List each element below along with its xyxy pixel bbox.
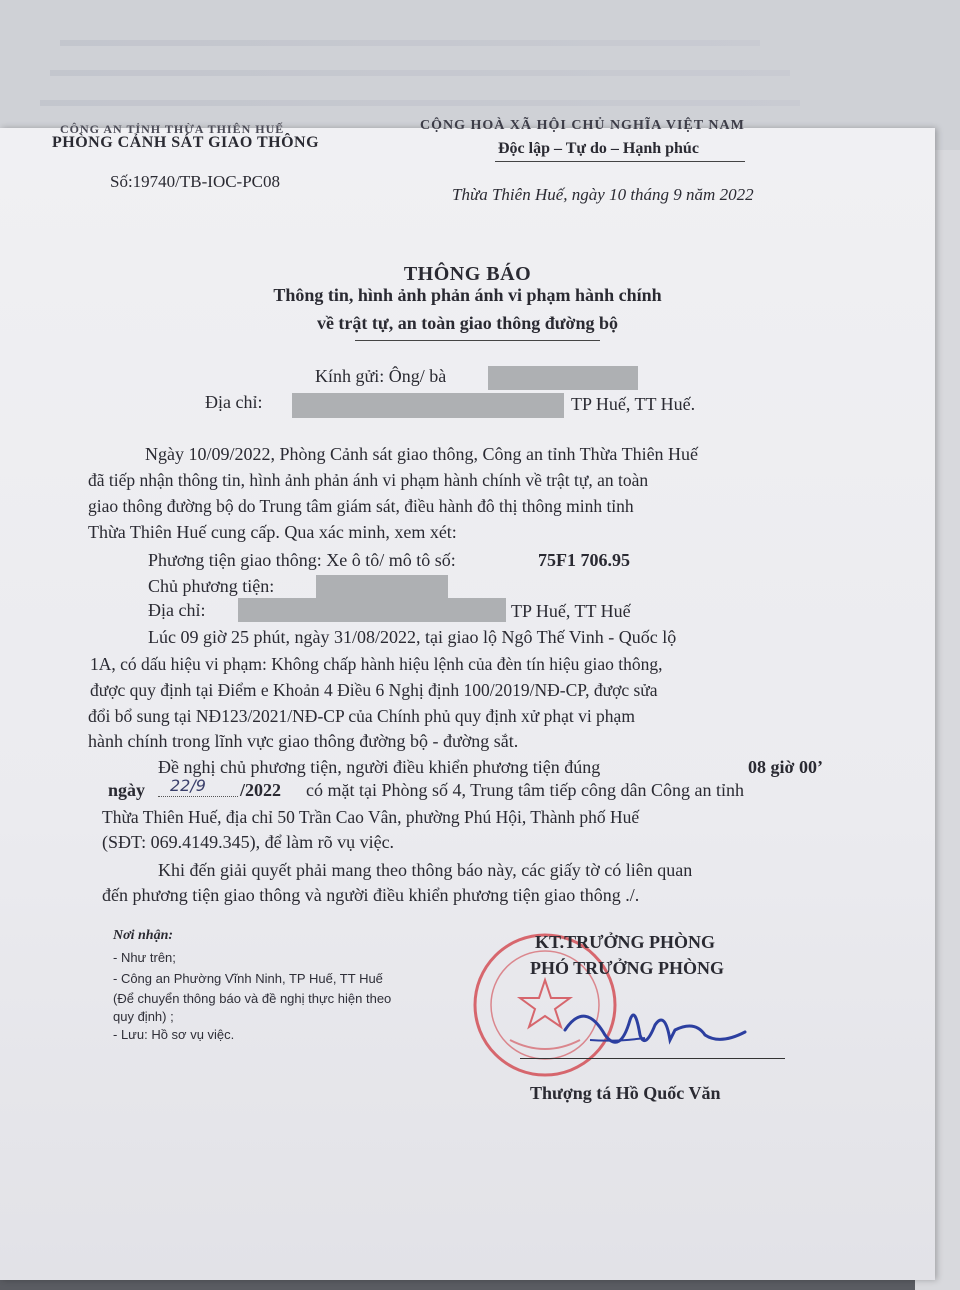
title-underline bbox=[355, 340, 600, 341]
document-number: Số:19740/TB-IOC-PC08 bbox=[110, 172, 281, 191]
vehicle-label: Phương tiện giao thông: Xe ô tô/ mô tô số: bbox=[148, 550, 456, 570]
recipient-item: - Như trên; bbox=[113, 950, 176, 965]
bleed-through-text bbox=[60, 40, 760, 46]
agency-name: PHÒNG CẢNH SÁT GIAO THÔNG bbox=[52, 134, 320, 151]
address-suffix: TP Huế, TT Huế. bbox=[571, 394, 696, 414]
greeting: Kính gửi: Ông/ bà bbox=[315, 366, 447, 386]
signature-title-line2: PHÓ TRƯỞNG PHÒNG bbox=[530, 958, 725, 978]
signer-name: Thượng tá Hồ Quốc Văn bbox=[530, 1083, 721, 1103]
recipients-title: Nơi nhận: bbox=[113, 928, 174, 943]
owner-address-label: Địa chỉ: bbox=[148, 600, 206, 620]
signature-title-line1: KT.TRƯỞNG PHÒNG bbox=[535, 932, 715, 952]
place-date: Thừa Thiên Huế, ngày 10 tháng 9 năm 2022 bbox=[452, 185, 754, 204]
paragraph-line: Lúc 09 giờ 25 phút, ngày 31/08/2022, tại giao lộ Ngô Thế Vinh - Quốc lộ bbox=[148, 627, 677, 647]
owner-address-suffix: TP Huế, TT Huế bbox=[511, 601, 631, 621]
redacted-address bbox=[292, 393, 564, 418]
appointment-time: 08 giờ 00’ bbox=[748, 757, 823, 777]
agency-parent: CÔNG AN TỈNH THỪA THIÊN HUẾ bbox=[60, 122, 285, 136]
paragraph-line: 1A, có dấu hiệu vi phạm: Không chấp hành hiệu lệnh của đèn tín hiệu giao thông, bbox=[90, 654, 663, 674]
paragraph-line: Khi đến giải quyết phải mang theo thông báo này, các giấy tờ có liên quan bbox=[158, 860, 693, 880]
date-dotted-line bbox=[158, 796, 238, 797]
recipient-item: quy định) ; bbox=[113, 1009, 174, 1024]
recipient-item: - Công an Phường Vĩnh Ninh, TP Huế, TT Huế bbox=[113, 971, 383, 986]
redacted-owner bbox=[316, 575, 448, 599]
paragraph-line: được quy định tại Điểm e Khoản 4 Điều 6 Nghị định 100/2019/NĐ-CP, được sửa bbox=[90, 680, 658, 700]
paragraph-line: Thừa Thiên Huế, địa chỉ 50 Trần Cao Vân, phường Phú Hội, Thành phố Huế bbox=[102, 807, 640, 827]
redacted-owner-address bbox=[238, 598, 506, 622]
document-subtitle-line2: về trật tự, an toàn giao thông đường bộ bbox=[316, 313, 619, 333]
paragraph-line: đã tiếp nhận thông tin, hình ảnh phản ánh vi phạm hành chính về trật tự, an toàn bbox=[88, 470, 649, 490]
redacted-name bbox=[488, 366, 638, 390]
recipient-item: - Lưu: Hồ sơ vụ việc. bbox=[113, 1027, 235, 1042]
appointment-day-label: ngày bbox=[108, 780, 146, 800]
motto: Độc lập – Tự do – Hạnh phúc bbox=[498, 140, 699, 157]
bleed-through-text bbox=[50, 70, 790, 76]
paragraph-line: Đề nghị chủ phương tiện, người điều khiển phương tiện đúng bbox=[158, 757, 601, 777]
motto-underline bbox=[495, 161, 745, 162]
appointment-year: /2022 bbox=[240, 780, 282, 800]
bleed-through-text bbox=[40, 100, 800, 106]
document-subtitle-line1: Thông tin, hình ảnh phản ánh vi phạm hành chính bbox=[273, 285, 662, 305]
nation-name: CỘNG HOÀ XÃ HỘI CHỦ NGHĨA VIỆT NAM bbox=[420, 118, 745, 133]
paragraph-line: hành chính trong lĩnh vực giao thông đường bộ - đường sắt. bbox=[88, 731, 519, 751]
address-label: Địa chỉ: bbox=[205, 392, 263, 412]
paragraph-line: Ngày 10/09/2022, Phòng Cảnh sát giao thông, Công an tỉnh Thừa Thiên Huế bbox=[145, 444, 699, 464]
vehicle-plate: 75F1 706.95 bbox=[538, 550, 630, 570]
paragraph-line: Thừa Thiên Huế cung cấp. Qua xác minh, xem xét: bbox=[88, 522, 457, 542]
handwritten-date: 22/9 bbox=[170, 776, 206, 795]
paragraph-line: giao thông đường bộ do Trung tâm giám sát, điều hành đô thị thông minh tỉnh bbox=[88, 496, 634, 516]
paragraph-line: (SĐT: 069.4149.345), để làm rõ vụ việc. bbox=[102, 832, 395, 852]
document-title: THÔNG BÁO bbox=[403, 263, 532, 285]
paragraph-line: đổi bổ sung tại NĐ123/2021/NĐ-CP của Chính phủ quy định xử phạt vi phạm bbox=[88, 706, 635, 726]
owner-label: Chủ phương tiện: bbox=[148, 576, 275, 596]
paragraph-line: có mặt tại Phòng số 4, Trung tâm tiếp công dân Công an tỉnh bbox=[306, 780, 744, 800]
paragraph-line: đến phương tiện giao thông và người điều khiển phương tiện giao thông ./. bbox=[102, 885, 640, 905]
signature-line bbox=[520, 1058, 785, 1059]
recipient-item: (Để chuyển thông báo và đề nghị thực hiện theo bbox=[113, 991, 392, 1006]
